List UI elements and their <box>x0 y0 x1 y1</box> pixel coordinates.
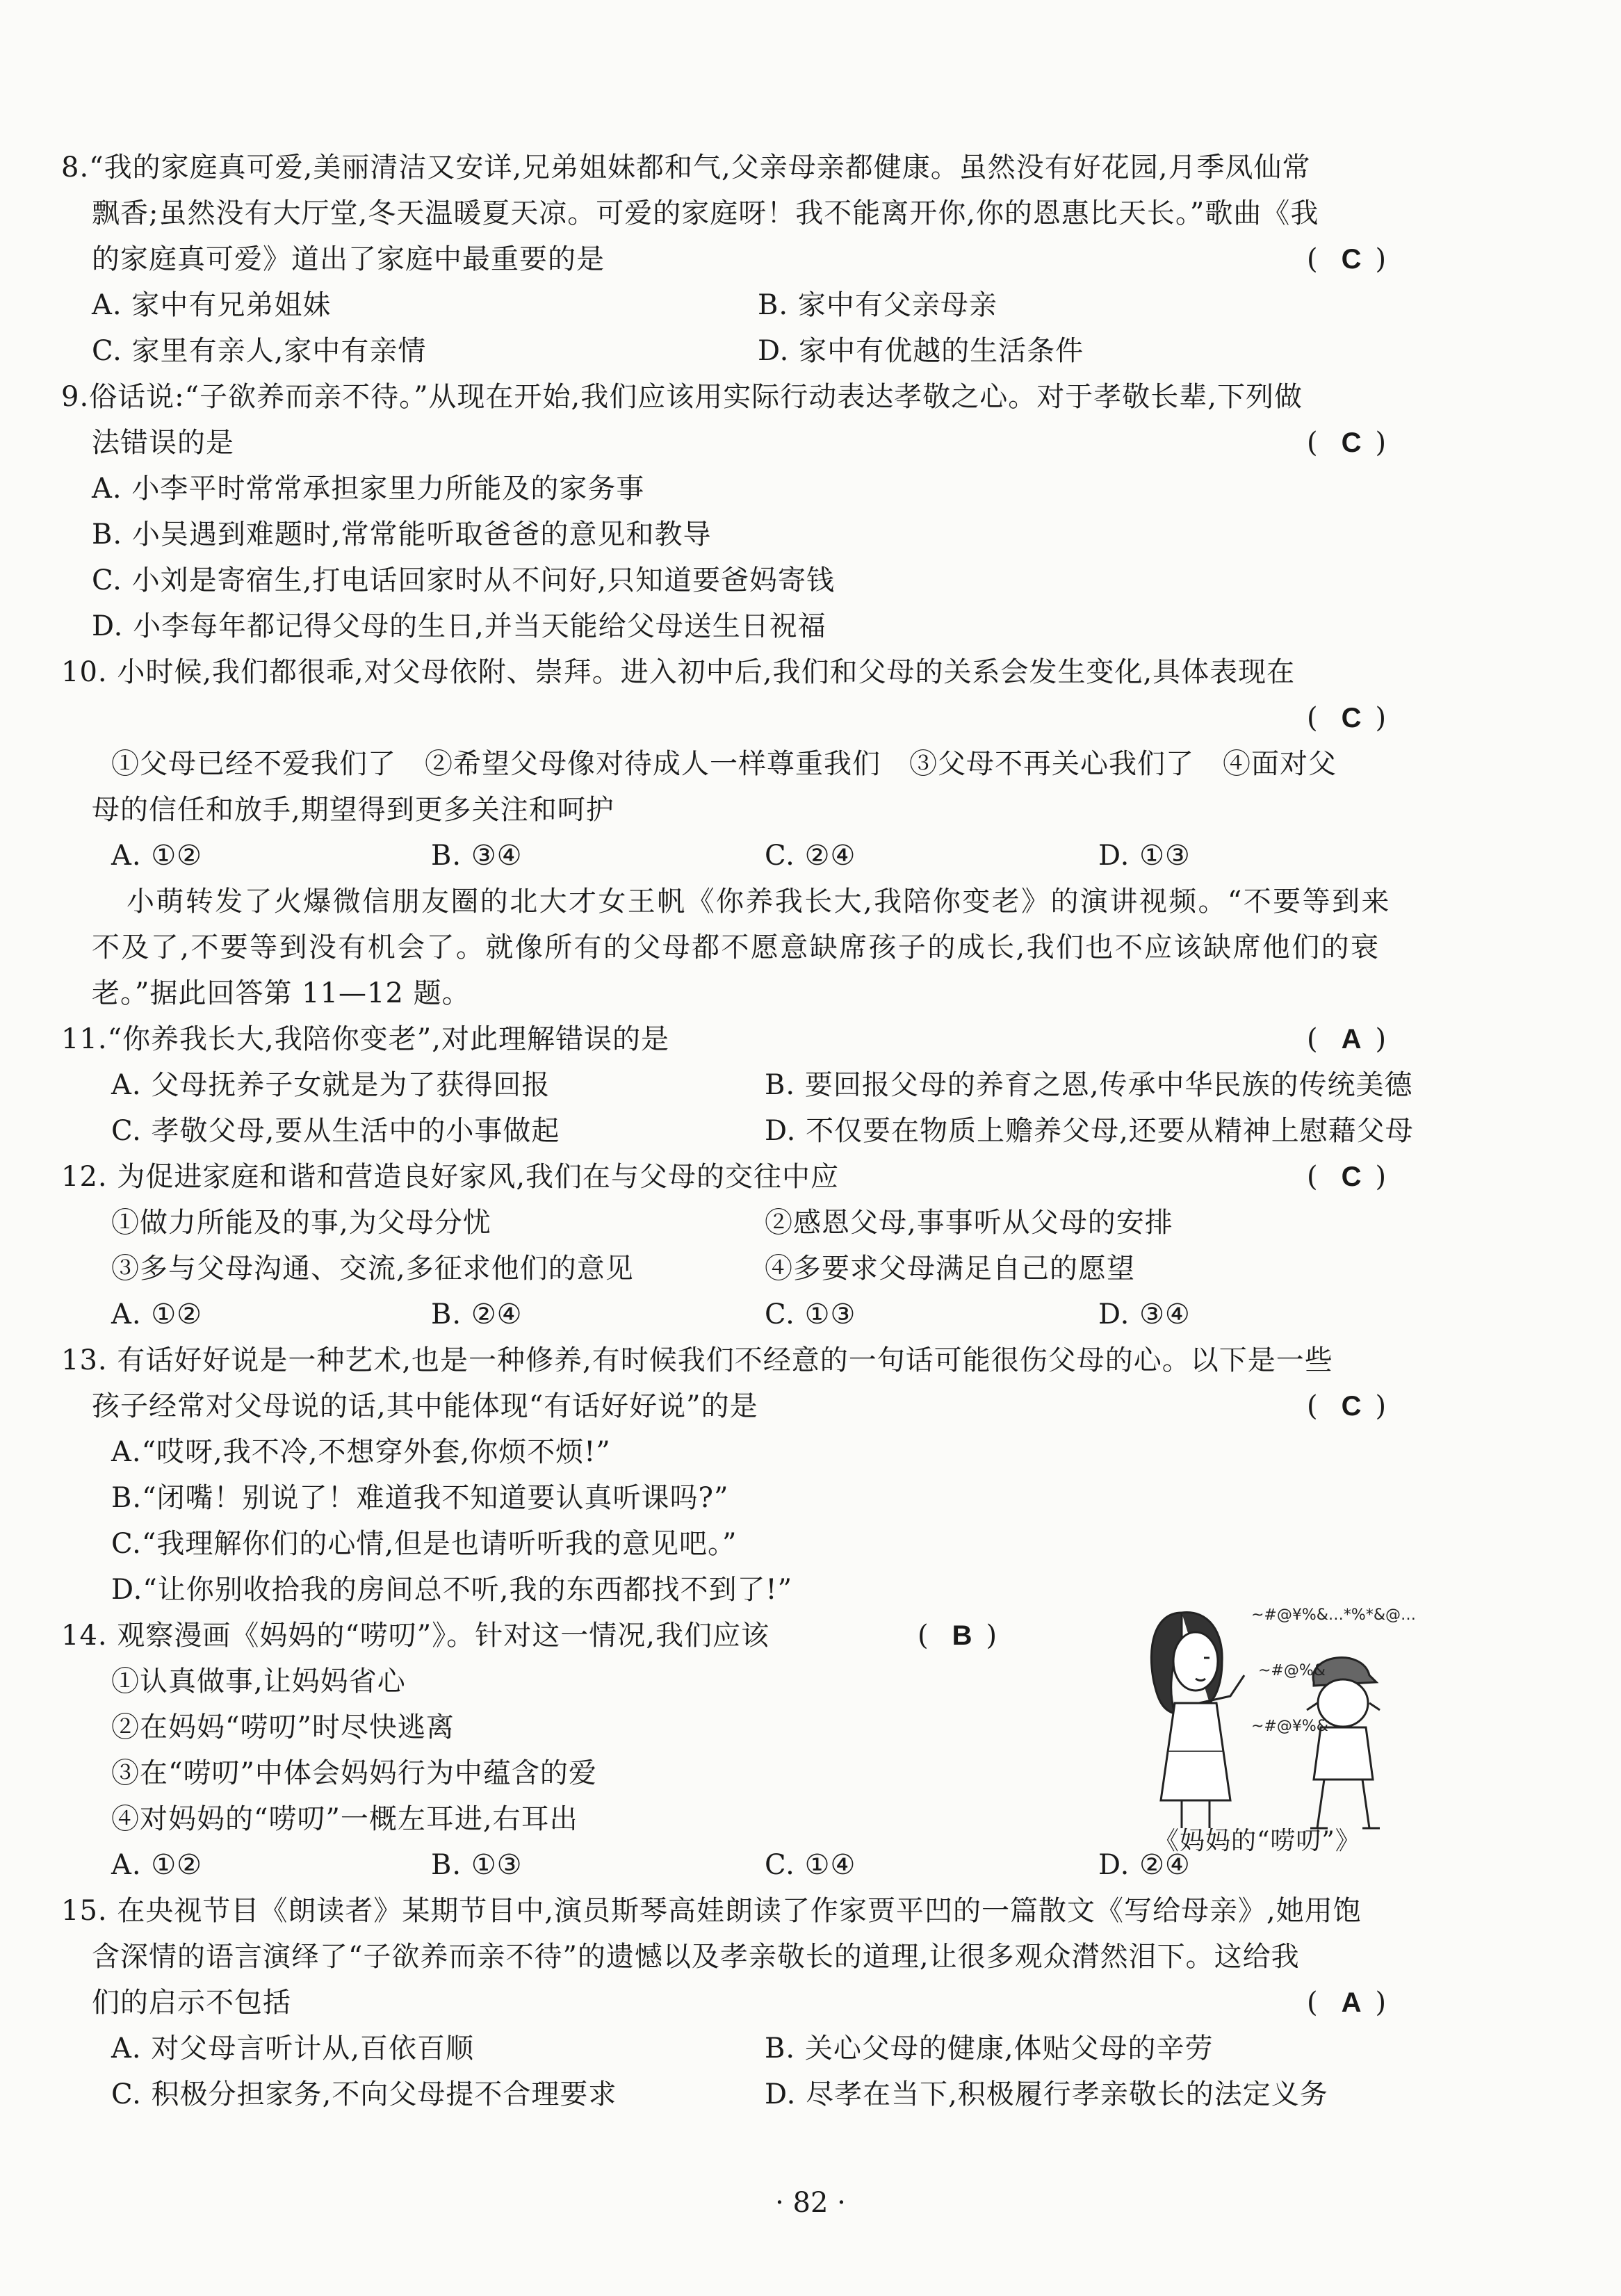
q9-line-1: 9.俗话说:“子欲养而亲不待。”从现在开始,我们应该用实际行动表达孝敬之心。对于孝敬长辈,下列做 <box>61 381 1303 413</box>
q14-item-3: ③在“唠叨”中体会妈妈行为中蕴含的爱 <box>111 1757 597 1789</box>
q10-option-c: C. ②④ <box>765 840 856 872</box>
q12-option-a: A. ①② <box>111 1298 203 1330</box>
q15-option-a: A. 对父母言听计从,百依百顺 <box>111 2033 475 2065</box>
q15-option-c: C. 积极分担家务,不向父母提不合理要求 <box>111 2078 617 2110</box>
q8-line-1: 8.“我的家庭真可爱,美丽清洁又安详,兄弟姐妹都和气,父亲母亲都健康。虽然没有好花园,月季凤仙常 <box>61 152 1311 184</box>
q10-option-d: D. ①③ <box>1098 840 1191 872</box>
passage-line-2: 不及了,不要等到没有机会了。就像所有的父母都不愿意缺席孩子的成长,我们也不应该缺席他们的衰 <box>92 931 1380 963</box>
q10-line-1: 10. 小时候,我们都很乖,对父母依附、崇拜。进入初中后,我们和父母的关系会发生变化,具体表现在 <box>61 656 1296 688</box>
q8-option-a: A. 家中有兄弟姐妹 <box>92 289 332 321</box>
speech-2: ~#@%& <box>1258 1662 1326 1679</box>
q10-option-a: A. ①② <box>111 840 203 872</box>
q12-option-c: C. ①③ <box>765 1298 856 1330</box>
q9-line-2: 法错误的是 <box>92 427 234 459</box>
q15-line-1: 15. 在央视节目《朗读者》某期节目中,演员斯琴高娃朗读了作家贾平凹的一篇散文《写给母亲》,她用饱 <box>61 1895 1362 1927</box>
cartoon-caption: 《妈妈的“唠叨”》 <box>1154 1827 1361 1855</box>
speech-1: ~#@¥%&…*%*&@… <box>1251 1606 1416 1624</box>
q12-option-b: B. ②④ <box>431 1298 523 1330</box>
q12-item-3: ③多与父母沟通、交流,多征求他们的意见 <box>111 1253 634 1285</box>
q11-option-b: B. 要回报父母的养育之恩,传承中华民族的传统美德 <box>765 1069 1413 1101</box>
q15-line-3: 们的启示不包括 <box>92 1987 291 2019</box>
q13-option-a: A.“哎呀,我不冷,不想穿外套,你烦不烦!” <box>111 1436 611 1468</box>
q8-answer: ( C ) <box>1307 243 1396 275</box>
speech-3: ~#@¥%& <box>1251 1718 1328 1735</box>
q9-option-d: D. 小李每年都记得父母的生日,并当天能给父母送生日祝福 <box>92 610 826 642</box>
q10-answer: ( C ) <box>1307 702 1396 734</box>
q12-item-2: ②感恩父母,事事听从父母的安排 <box>765 1207 1173 1239</box>
q14-item-4: ④对妈妈的“唠叨”一概左耳进,右耳出 <box>111 1803 578 1835</box>
q10-items-line-2: 母的信任和放手,期望得到更多关注和呵护 <box>92 794 614 826</box>
q9-option-b: B. 小吴遇到难题时,常常能听取爸爸的意见和教导 <box>92 519 712 551</box>
q11-option-d: D. 不仅要在物质上赡养父母,还要从精神上慰藉父母 <box>765 1115 1414 1147</box>
q13-line-1: 13. 有话好好说是一种艺术,也是一种修养,有时候我们不经意的一句话可能很伤父母的心。以下是一些 <box>61 1344 1333 1376</box>
q12-answer: ( C ) <box>1307 1161 1396 1193</box>
q8-line-3: 的家庭真可爱》道出了家庭中最重要的是 <box>92 243 605 275</box>
q15-answer: ( A ) <box>1307 1987 1396 2019</box>
q14-option-b: B. ①③ <box>431 1849 523 1881</box>
q14-item-2: ②在妈妈“唠叨”时尽快逃离 <box>111 1711 455 1743</box>
q12-line-1: 12. 为促进家庭和谐和营造良好家风,我们在与父母的交往中应 <box>61 1161 840 1193</box>
q11-option-a: A. 父母抚养子女就是为了获得回报 <box>111 1069 551 1101</box>
q9-answer: ( C ) <box>1307 427 1396 459</box>
q14-option-c: C. ①④ <box>765 1849 856 1881</box>
q14-line-1: 14. 观察漫画《妈妈的“唠叨”》。针对这一情况,我们应该 <box>61 1620 769 1652</box>
q13-option-c: C.“我理解你们的心情,但是也请听听我的意见吧。” <box>111 1528 738 1560</box>
q8-option-d: D. 家中有优越的生活条件 <box>758 335 1084 367</box>
cartoon-illustration <box>1140 1592 1446 1842</box>
q12-item-4: ④多要求父母满足自己的愿望 <box>765 1253 1135 1285</box>
q12-option-d: D. ③④ <box>1098 1298 1191 1330</box>
q13-option-b: B.“闭嘴！别说了！难道我不知道要认真听课吗?” <box>111 1482 729 1514</box>
q8-line-2: 飘香;虽然没有大厅堂,冬天温暖夏天凉。可爱的家庭呀！我不能离开你,你的恩惠比天长。”歌曲《我 <box>92 197 1319 229</box>
q8-option-c: C. 家里有亲人,家中有亲情 <box>92 335 427 367</box>
q10-items-line-1: ①父母已经不爱我们了 ②希望父母像对待成人一样尊重我们 ③父母不再关心我们了 ④面对父 <box>111 748 1337 780</box>
q14-item-1: ①认真做事,让妈妈省心 <box>111 1666 406 1697</box>
q14-answer: ( B ) <box>918 1620 1007 1652</box>
q13-answer: ( C ) <box>1307 1390 1396 1422</box>
passage-line-3: 老。”据此回答第 11—12 题。 <box>92 977 471 1009</box>
q10-option-b: B. ③④ <box>431 840 523 872</box>
q11-option-c: C. 孝敬父母,要从生活中的小事做起 <box>111 1115 560 1147</box>
passage-line-1: 小萌转发了火爆微信朋友圈的北大才女王帆《你养我长大,我陪你变老》的演讲视频。“不要等到来 <box>127 886 1391 918</box>
q15-option-b: B. 关心父母的健康,体贴父母的辛劳 <box>765 2033 1214 2065</box>
q13-option-d: D.“让你别收拾我的房间总不听,我的东西都找不到了!” <box>111 1574 793 1606</box>
q11-line-1: 11.“你养我长大,我陪你变老”,对此理解错误的是 <box>61 1023 669 1055</box>
q15-option-d: D. 尽孝在当下,积极履行孝亲敬长的法定义务 <box>765 2078 1328 2110</box>
q13-line-2: 孩子经常对父母说的话,其中能体现“有话好好说”的是 <box>92 1390 758 1422</box>
q8-option-b: B. 家中有父亲母亲 <box>758 289 997 321</box>
q9-option-a: A. 小李平时常常承担家里力所能及的家务事 <box>92 473 645 505</box>
q15-line-2: 含深情的语言演绎了“子欲养而亲不待”的遗憾以及孝亲敬长的道理,让很多观众潸然泪下。这给我 <box>92 1941 1300 1973</box>
q14-option-a: A. ①② <box>111 1849 203 1881</box>
q14-option-d: D. ②④ <box>1098 1849 1191 1881</box>
q9-option-c: C. 小刘是寄宿生,打电话回家时从不问好,只知道要爸妈寄钱 <box>92 564 836 596</box>
q11-answer: ( A ) <box>1307 1023 1396 1055</box>
page-number: · 82 · <box>775 2187 846 2219</box>
q12-item-1: ①做力所能及的事,为父母分忧 <box>111 1207 491 1239</box>
